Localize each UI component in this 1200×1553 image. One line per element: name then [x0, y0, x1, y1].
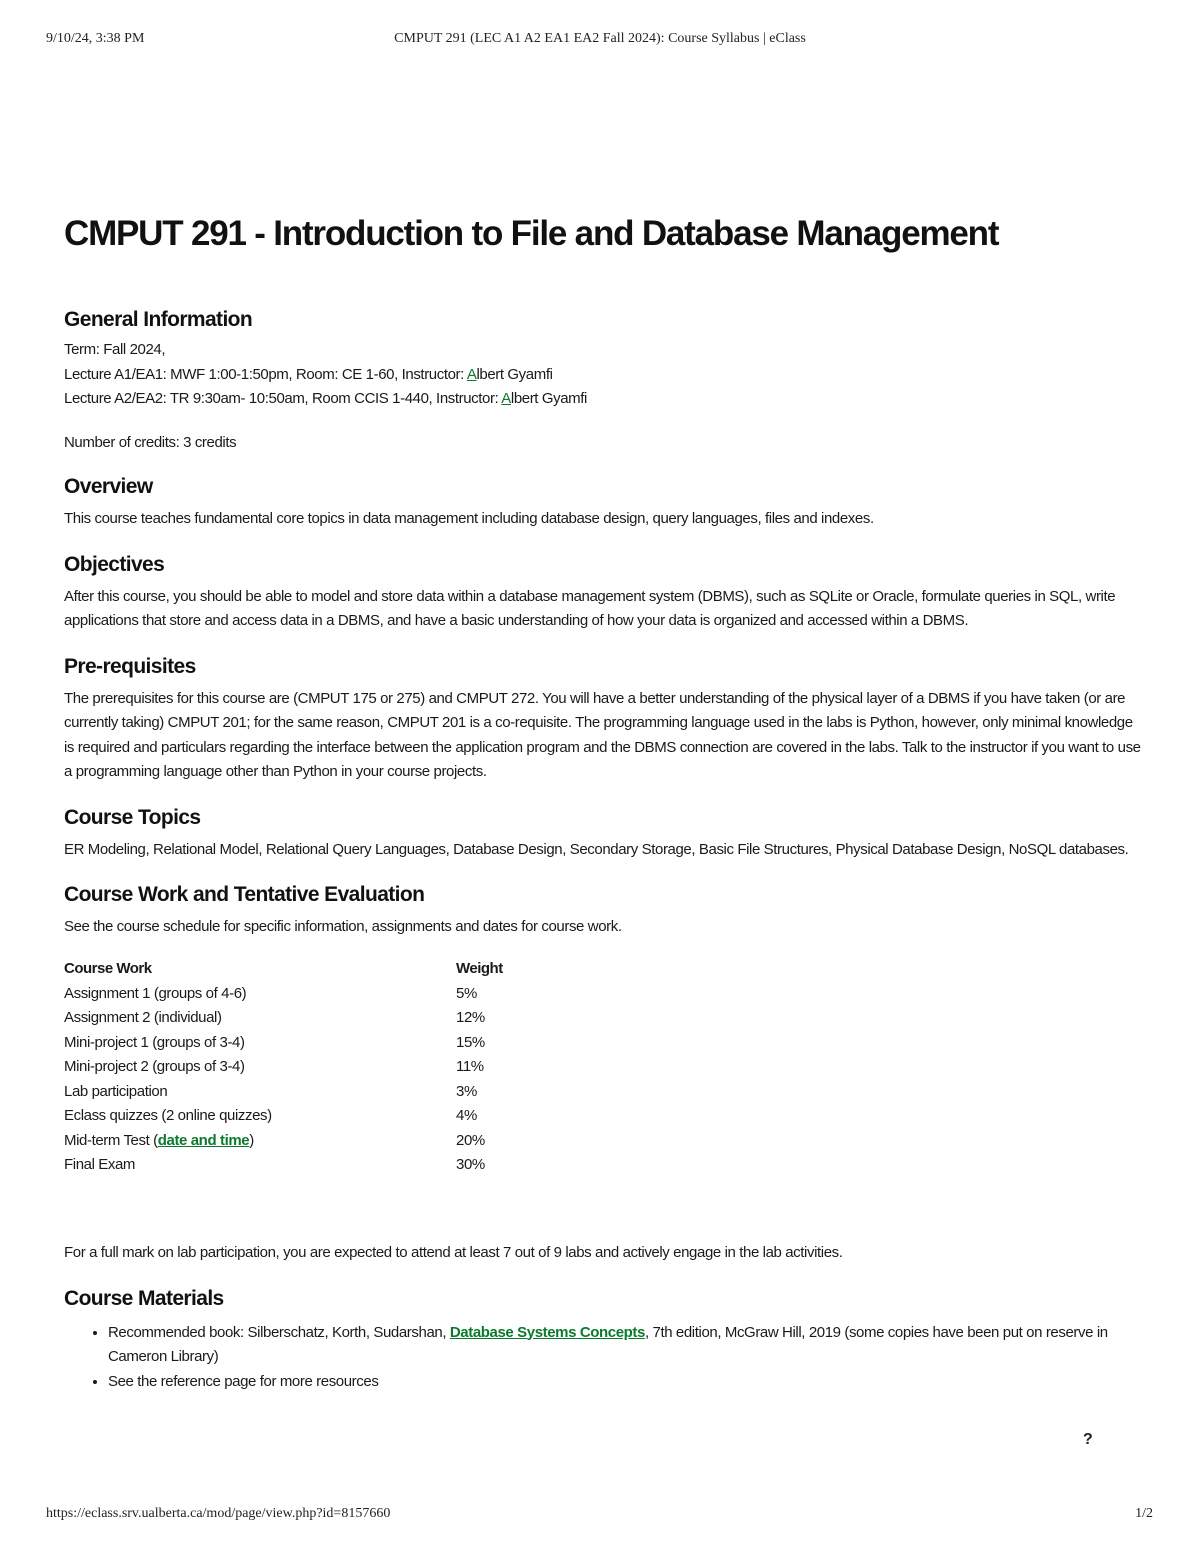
table-row	[64, 1055, 503, 1080]
print-header	[0, 31, 1200, 49]
list-item: • See the reference page for more resources	[108, 1370, 1144, 1395]
general-information-block	[64, 338, 1144, 412]
table-row	[64, 981, 503, 1006]
course-work-cell: Mini-project 1 (groups of 3-4)	[64, 1033, 245, 1051]
prerequisites-heading: Pre-requisites	[64, 654, 196, 678]
weight-cell: 20%	[456, 1131, 485, 1149]
print-url: https://eclass.srv.ualberta.ca/mod/page/view.php?id=8157660	[46, 1506, 391, 1521]
midterm-date-link[interactable]: date and time	[157, 1131, 250, 1149]
print-page-title: CMPUT 291 (LEC A1 A2 EA1 EA2 Fall 2024): Course Syllabus | eClass	[394, 31, 806, 46]
table-header-row	[64, 957, 503, 982]
course-work-intro: See the course schedule for specific information, assignments and dates for course work.	[64, 918, 622, 935]
course-topics-text: ER Modeling, Relational Model, Relational Query Languages, Database Design, Secondary Storage, Basic File Structures, Physical Database Design, NoSQL databases.	[64, 840, 1129, 858]
weight-cell: 4%	[456, 1107, 477, 1125]
table-row	[64, 1079, 503, 1104]
weight-cell: 12%	[456, 1009, 485, 1027]
print-datetime: 9/10/24, 3:38 PM	[46, 31, 145, 46]
lecture-a1-line: Lecture A1/EA1: MWF 1:00-1:50pm, Room: CE 1-60, Instructor: Albert Gyamfi	[64, 365, 553, 383]
lecture-a2-line: Lecture A2/EA2: TR 9:30am- 10:50am, Room CCIS 1-440, Instructor: Albert Gyamfi	[64, 390, 587, 407]
course-work-cell: Lab participation	[64, 1082, 168, 1100]
prerequisites-text: The prerequisites for this course are (CMPUT 175 or 275) and CMPUT 272. You will have a better understanding of the physical layer of a DBMS if you have taken (or are currently taking) CMPUT 201; for the same reason, CMPUT 201 is a co-requisite. The programming language used in the labs is Python, however, only minimal knowledge is required and particulars regarding the interface between the application program and the DBMS connection are covered in the labs. Talk to the instructor if you want to use a programming language other than Python in your course projects.	[64, 689, 1141, 780]
table-header-course-work: Course Work	[64, 960, 152, 978]
weight-cell: 30%	[456, 1156, 485, 1174]
general-information-heading: General Information	[64, 308, 253, 331]
weight-cell: 11%	[456, 1058, 484, 1076]
table-row-midterm	[64, 1128, 503, 1153]
table-row	[64, 1006, 503, 1031]
overview-heading: Overview	[64, 475, 153, 498]
course-work-heading: Course Work and Tentative Evaluation	[64, 883, 425, 906]
syllabus-content	[64, 206, 1144, 1394]
help-icon[interactable]: ?	[1083, 1431, 1093, 1448]
instructor-link-a1[interactable]: A	[466, 365, 477, 383]
print-footer	[0, 1506, 1200, 1524]
course-work-cell: Assignment 2 (individual)	[64, 1009, 222, 1027]
lab-participation-note: For a full mark on lab participation, you are expected to attend at least 7 out of 9 labs and actively engage in the lab activities.	[64, 1244, 843, 1261]
weight-cell: 5%	[456, 984, 477, 1002]
term-line: Term: Fall 2024,	[64, 341, 166, 358]
weight-cell: 15%	[456, 1033, 485, 1051]
credits-line: Number of credits: 3 credits	[64, 433, 237, 451]
overview-text: This course teaches fundamental core topics in data management including database design, query languages, files and indexes.	[64, 510, 874, 527]
textbook-link[interactable]: Database Systems Concepts	[449, 1323, 645, 1341]
course-work-cell: Mini-project 2 (groups of 3-4)	[64, 1058, 245, 1076]
objectives-text: After this course, you should be able to model and store data within a database management system (DBMS), such as SQLite or Oracle, formulate queries in SQL, write applications that store and access data in a DBMS, and have a basic understanding of how your data is organized and accessed within a DBMS.	[64, 587, 1116, 629]
table-row	[64, 1030, 503, 1055]
table-row	[64, 1153, 503, 1178]
evaluation-table	[64, 957, 503, 1178]
list-item: • Recommended book: Silberschatz, Korth, Sudarshan, Database Systems Concepts, 7th edition, McGraw Hill, 2019 (some copies have been put on reserve in Cameron Library)	[108, 1321, 1144, 1370]
print-page-number: 1/2	[1135, 1506, 1153, 1521]
course-work-cell: Mid-term Test (date and time)	[64, 1131, 254, 1149]
table-header-weight: Weight	[456, 960, 503, 978]
table-row	[64, 1104, 503, 1129]
course-work-cell: Assignment 1 (groups of 4-6)	[64, 984, 247, 1002]
course-topics-heading: Course Topics	[64, 805, 201, 829]
course-materials-heading: Course Materials	[64, 1286, 224, 1310]
page-title: CMPUT 291 - Introduction to File and Database Management	[64, 214, 999, 253]
course-work-cell: Final Exam	[64, 1156, 136, 1174]
instructor-link-a2[interactable]: A	[501, 390, 511, 407]
course-work-cell: Eclass quizzes (2 online quizzes)	[64, 1107, 272, 1125]
weight-cell: 3%	[456, 1082, 477, 1100]
objectives-heading: Objectives	[64, 552, 165, 576]
course-materials-list	[64, 1321, 1144, 1395]
